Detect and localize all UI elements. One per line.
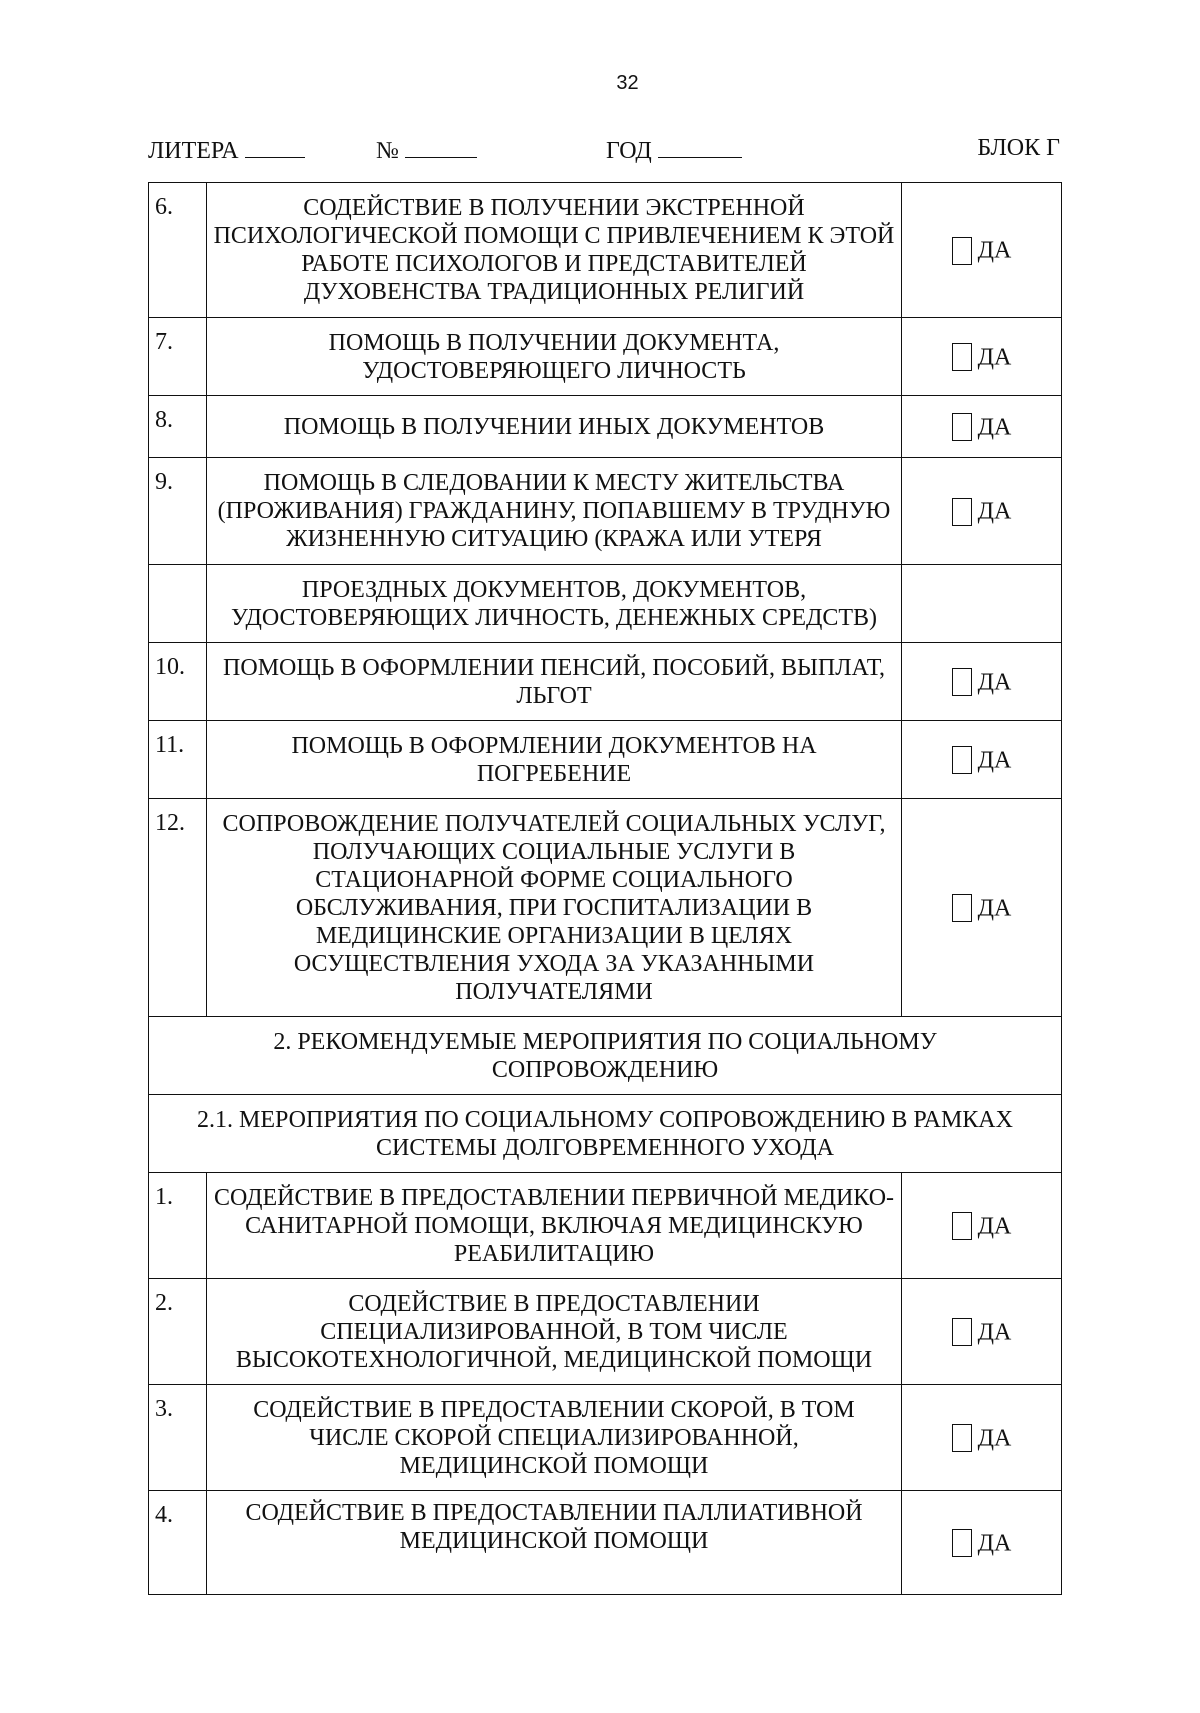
number-label: № [376, 138, 399, 164]
row-text: ПОМОЩЬ В ОФОРМЛЕНИИ ПЕНСИЙ, ПОСОБИЙ, ВЫПЛАТ, ЛЬГОТ [207, 643, 902, 721]
row-number: 11. [149, 721, 207, 799]
row-text: ПОМОЩЬ В ОФОРМЛЕНИИ ДОКУМЕНТОВ НА ПОГРЕБЕНИЕ [207, 721, 902, 799]
yes-label: ДА [977, 237, 1012, 264]
checkbox[interactable] [952, 894, 972, 922]
table-row [149, 396, 1062, 458]
row-text: СОДЕЙСТВИЕ В ПРЕДОСТАВЛЕНИИ СКОРОЙ, В ТОМ ЧИСЛЕ СКОРОЙ СПЕЦИАЛИЗИРОВАННОЙ, МЕДИЦИНСКОЙ ПОМОЩИ [207, 1385, 902, 1491]
year-label: ГОД [606, 138, 652, 164]
row-number: 10. [149, 643, 207, 721]
row-number: 4. [149, 1491, 207, 1595]
checkbox[interactable] [952, 343, 972, 371]
row-number [149, 565, 207, 643]
number-field [376, 135, 477, 165]
answer-cell [902, 318, 1062, 396]
answer-cell [902, 799, 1062, 1017]
table-row [149, 1385, 1062, 1491]
yes-label: ДА [977, 1530, 1012, 1557]
row-text: ПОМОЩЬ В СЛЕДОВАНИИ К МЕСТУ ЖИТЕЛЬСТВА (ПРОЖИВАНИЯ) ГРАЖДАНИНУ, ПОПАВШЕМУ В ТРУДНУЮ ЖИЗНЕННУЮ СИТУАЦИЮ (КРАЖА ИЛИ УТЕРЯ [207, 458, 902, 565]
table-row [149, 721, 1062, 799]
litera-blank[interactable] [245, 135, 305, 158]
table-row [149, 183, 1062, 318]
table-row [149, 565, 1062, 643]
row-number: 7. [149, 318, 207, 396]
answer-cell [902, 183, 1062, 318]
year-field [606, 135, 742, 165]
services-table [148, 182, 1062, 1595]
yes-label: ДА [977, 498, 1012, 525]
answer-cell [902, 1491, 1062, 1595]
row-text: СОДЕЙСТВИЕ В ПРЕДОСТАВЛЕНИИ ПАЛЛИАТИВНОЙ МЕДИЦИНСКОЙ ПОМОЩИ [207, 1491, 902, 1595]
table-row [149, 1279, 1062, 1385]
row-number: 8. [149, 396, 207, 458]
form-header [148, 135, 1060, 165]
yes-label: ДА [977, 414, 1012, 441]
answer-cell [902, 396, 1062, 458]
checkbox[interactable] [952, 413, 972, 441]
answer-cell [902, 1385, 1062, 1491]
year-blank[interactable] [658, 135, 742, 158]
row-text: СОДЕЙСТВИЕ В ПРЕДОСТАВЛЕНИИ ПЕРВИЧНОЙ МЕДИКО-САНИТАРНОЙ ПОМОЩИ, ВКЛЮЧАЯ МЕДИЦИНСКУЮ РЕАБИЛИТАЦИЮ [207, 1173, 902, 1279]
row-text: ПРОЕЗДНЫХ ДОКУМЕНТОВ, ДОКУМЕНТОВ, УДОСТОВЕРЯЮЩИХ ЛИЧНОСТЬ, ДЕНЕЖНЫХ СРЕДСТВ) [207, 565, 902, 643]
yes-label: ДА [977, 669, 1012, 696]
checkbox[interactable] [952, 746, 972, 774]
checkbox[interactable] [952, 668, 972, 696]
row-text: СОДЕЙСТВИЕ В ПОЛУЧЕНИИ ЭКСТРЕННОЙ ПСИХОЛОГИЧЕСКОЙ ПОМОЩИ С ПРИВЛЕЧЕНИЕМ К ЭТОЙ РАБОТЕ ПСИХОЛОГОВ И ПРЕДСТАВИТЕЛЕЙ ДУХОВЕНСТВА ТРАДИЦИОННЫХ РЕЛИГИЙ [207, 183, 902, 318]
number-blank[interactable] [405, 135, 477, 158]
section-heading: 2. РЕКОМЕНДУЕМЫЕ МЕРОПРИЯТИЯ ПО СОЦИАЛЬНОМУ СОПРОВОЖДЕНИЮ [149, 1017, 1062, 1095]
page-number: 32 [616, 72, 639, 94]
yes-label: ДА [977, 344, 1012, 371]
row-text: СОДЕЙСТВИЕ В ПРЕДОСТАВЛЕНИИ СПЕЦИАЛИЗИРОВАННОЙ, В ТОМ ЧИСЛЕ ВЫСОКОТЕХНОЛОГИЧНОЙ, МЕДИЦИНСКОЙ ПОМОЩИ [207, 1279, 902, 1385]
answer-cell [902, 1279, 1062, 1385]
row-number: 9. [149, 458, 207, 565]
checkbox[interactable] [952, 1212, 972, 1240]
answer-cell [902, 458, 1062, 565]
row-number: 6. [149, 183, 207, 318]
subsection-heading: 2.1. МЕРОПРИЯТИЯ ПО СОЦИАЛЬНОМУ СОПРОВОЖДЕНИЮ В РАМКАХ СИСТЕМЫ ДОЛГОВРЕМЕННОГО УХОДА [149, 1095, 1062, 1173]
yes-label: ДА [977, 747, 1012, 774]
answer-cell [902, 1173, 1062, 1279]
table-row [149, 643, 1062, 721]
checkbox[interactable] [952, 237, 972, 265]
answer-cell [902, 721, 1062, 799]
litera-field [148, 135, 305, 165]
table-row [149, 1173, 1062, 1279]
answer-cell [902, 565, 1062, 643]
row-number: 12. [149, 799, 207, 1017]
answer-cell [902, 643, 1062, 721]
yes-label: ДА [977, 1319, 1012, 1346]
table-row [149, 1491, 1062, 1595]
row-text: СОПРОВОЖДЕНИЕ ПОЛУЧАТЕЛЕЙ СОЦИАЛЬНЫХ УСЛУГ, ПОЛУЧАЮЩИХ СОЦИАЛЬНЫЕ УСЛУГИ В СТАЦИОНАРНОЙ ФОРМЕ СОЦИАЛЬНОГО ОБСЛУЖИВАНИЯ, ПРИ ГОСПИТАЛИЗАЦИИ В МЕДИЦИНСКИЕ ОРГАНИЗАЦИИ В ЦЕЛЯХ ОСУЩЕСТВЛЕНИЯ УХОДА ЗА УКАЗАННЫМИ ПОЛУЧАТЕЛЯМИ [207, 799, 902, 1017]
row-number: 3. [149, 1385, 207, 1491]
checkbox[interactable] [952, 1529, 972, 1557]
row-number: 2. [149, 1279, 207, 1385]
table-row [149, 318, 1062, 396]
table-row [149, 458, 1062, 565]
table-row [149, 799, 1062, 1017]
litera-label: ЛИТЕРА [148, 138, 239, 164]
yes-label: ДА [977, 1425, 1012, 1452]
yes-label: ДА [977, 1213, 1012, 1240]
yes-label: ДА [977, 895, 1012, 922]
row-number: 1. [149, 1173, 207, 1279]
section-row [149, 1017, 1062, 1095]
section-row [149, 1095, 1062, 1173]
row-text: ПОМОЩЬ В ПОЛУЧЕНИИ ИНЫХ ДОКУМЕНТОВ [207, 396, 902, 458]
row-text: ПОМОЩЬ В ПОЛУЧЕНИИ ДОКУМЕНТА, УДОСТОВЕРЯЮЩЕГО ЛИЧНОСТЬ [207, 318, 902, 396]
checkbox[interactable] [952, 1318, 972, 1346]
checkbox[interactable] [952, 1424, 972, 1452]
checkbox[interactable] [952, 498, 972, 526]
block-label: БЛОК Г [977, 135, 1060, 161]
